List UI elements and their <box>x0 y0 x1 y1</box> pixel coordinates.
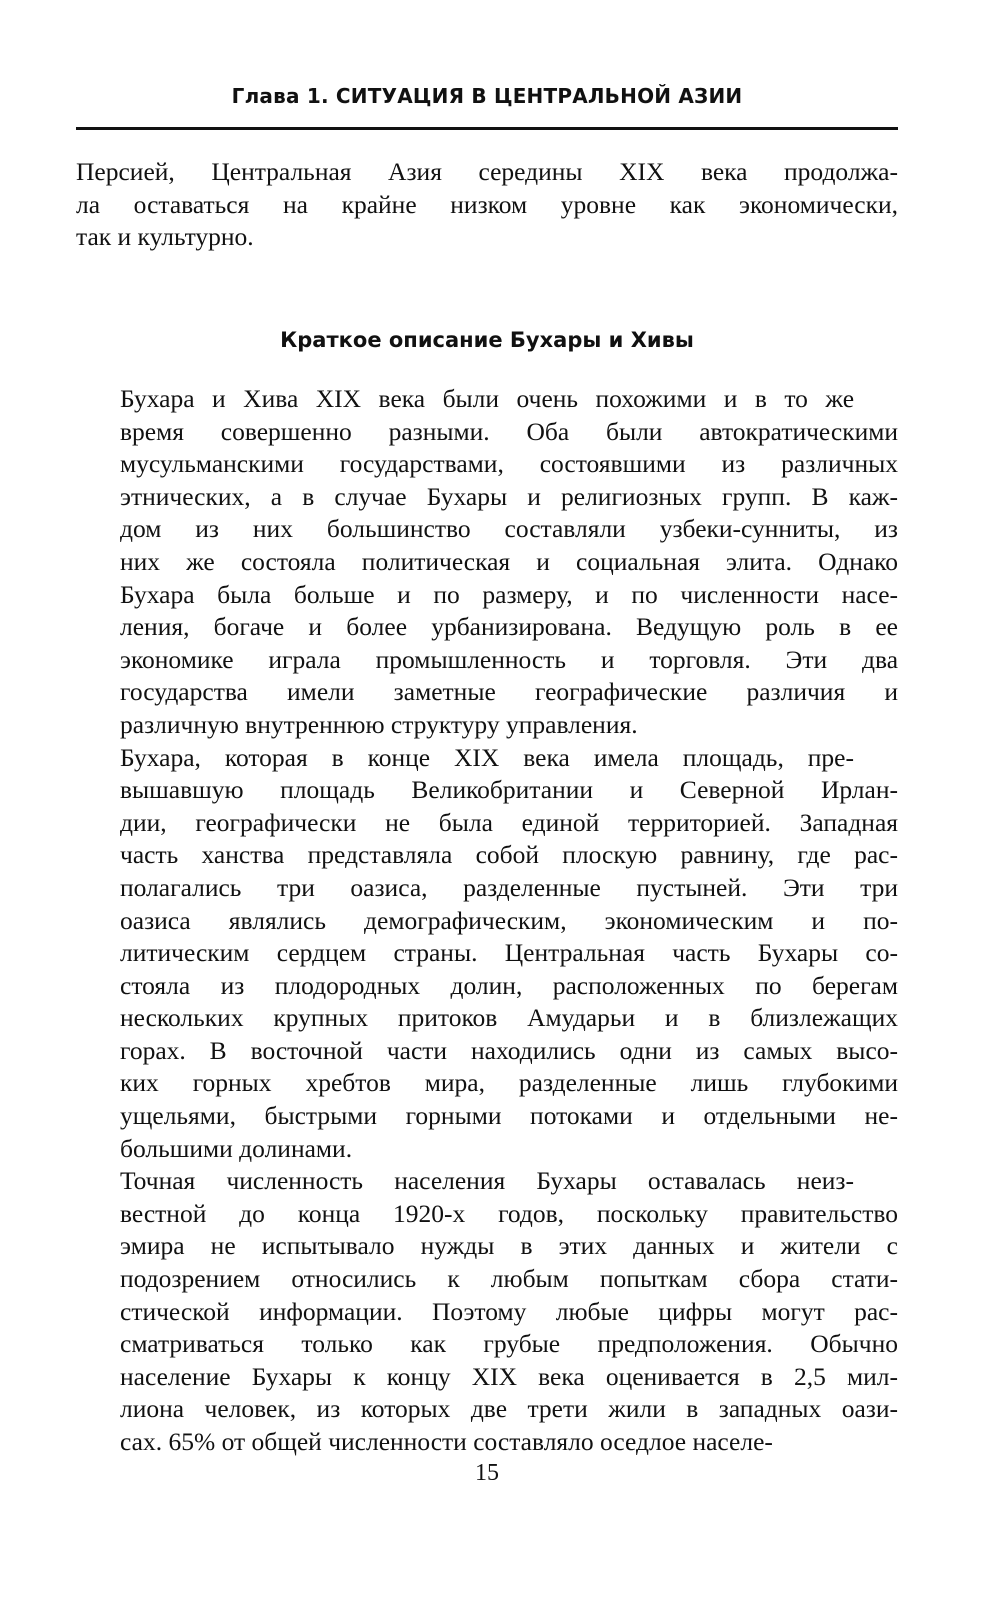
text-line: Бухара и Хива XIX века были очень похожими и в то же <box>120 384 855 413</box>
text-line: различную внутреннюю структуру управления. <box>120 709 638 739</box>
text-line: дии, географически не была единой территорией. Западная <box>120 807 899 837</box>
main-text <box>76 383 898 1459</box>
text-line: стической информации. Поэтому любые цифры могут рас- <box>120 1296 898 1326</box>
text-line: большими долинами. <box>120 1133 353 1163</box>
text-line: полагались три оазиса, разделенные пустыней. Эти три <box>120 872 898 902</box>
header-rule <box>76 127 898 130</box>
text-line: дом из них большинство составляли узбеки-сунниты, из <box>120 514 898 544</box>
text-line: экономике играла промышленность и торговля. Эти два <box>120 644 899 674</box>
paragraph-1 <box>76 383 898 742</box>
text-line: вестной до конца 1920-х годов, поскольку правительство <box>120 1198 898 1228</box>
paragraph-3 <box>76 1165 898 1458</box>
intro-paragraph <box>76 156 898 254</box>
text-line: ких горных хребтов мира, разделенные лишь глубокими <box>120 1068 898 1098</box>
text-line: мусульманскими государствами, состоявшими из различных <box>120 449 898 479</box>
text-line: сматриваться только как грубые предположения. Обычно <box>120 1329 898 1359</box>
text-line: население Бухары к концу XIX века оценивается в 2,5 мил- <box>120 1361 898 1391</box>
text-line: стояла из плодородных долин, расположенных по берегам <box>120 970 898 1000</box>
text-line: Точная численность населения Бухары оставалась неиз- <box>120 1166 854 1196</box>
text-line: горах. В восточной части находились одни из самых высо- <box>120 1035 899 1065</box>
text-line: так и культурно. <box>76 222 254 252</box>
text-line: вышавшую площадь Великобритании и Северной Ирлан- <box>120 775 898 805</box>
text-line: часть ханства представляла собой плоскую равнину, где рас- <box>120 840 898 870</box>
section-title: Краткое описание Бухары и Хивы <box>280 328 694 352</box>
text-line: оазиса являлись демографическим, экономическим и по- <box>120 905 899 935</box>
text-line: ущельями, быстрыми горными потоками и отдельными не- <box>120 1101 898 1131</box>
text-line: ления, богаче и более урбанизирована. Ведущую роль в ее <box>120 612 898 642</box>
text-line: время совершенно разными. Оба были автократическими <box>120 416 899 446</box>
paragraph-intro <box>76 156 898 254</box>
paragraph-2 <box>76 742 898 1166</box>
page-number: 15 <box>475 1460 499 1486</box>
text-line: литическим сердцем страны. Центральная часть Бухары со- <box>120 938 898 968</box>
text-line: лиона человек, из которых две трети жили в западных оази- <box>120 1394 898 1424</box>
text-line: Персией, Центральная Азия середины XIX века продолжа- <box>76 157 898 186</box>
text-line: них же состояла политическая и социальная элита. Однако <box>120 546 899 576</box>
text-line: эмира не испытывало нужды в этих данных и жители с <box>120 1231 898 1261</box>
text-line: Бухара была больше и по размеру, и по численности насе- <box>120 579 898 609</box>
text-line: подозрением относились к любым попыткам сбора стати- <box>120 1264 898 1294</box>
text-line: ла оставаться на крайне низком уровне как экономически, <box>76 189 898 219</box>
text-line: государства имели заметные географические различия и <box>120 677 898 707</box>
text-line: этнических, а в случае Бухары и религиозных групп. В каж- <box>120 481 899 511</box>
text-line: Бухара, которая в конце XIX века имела площадь, пре- <box>120 742 854 772</box>
running-head: Глава 1. СИТУАЦИЯ В ЦЕНТРАЛЬНОЙ АЗИИ <box>231 84 743 108</box>
text-line: сах. 65% от общей численности составляло оседлое населе- <box>120 1427 773 1456</box>
text-line: нескольких крупных притоков Амударьи и в близлежащих <box>120 1003 898 1033</box>
